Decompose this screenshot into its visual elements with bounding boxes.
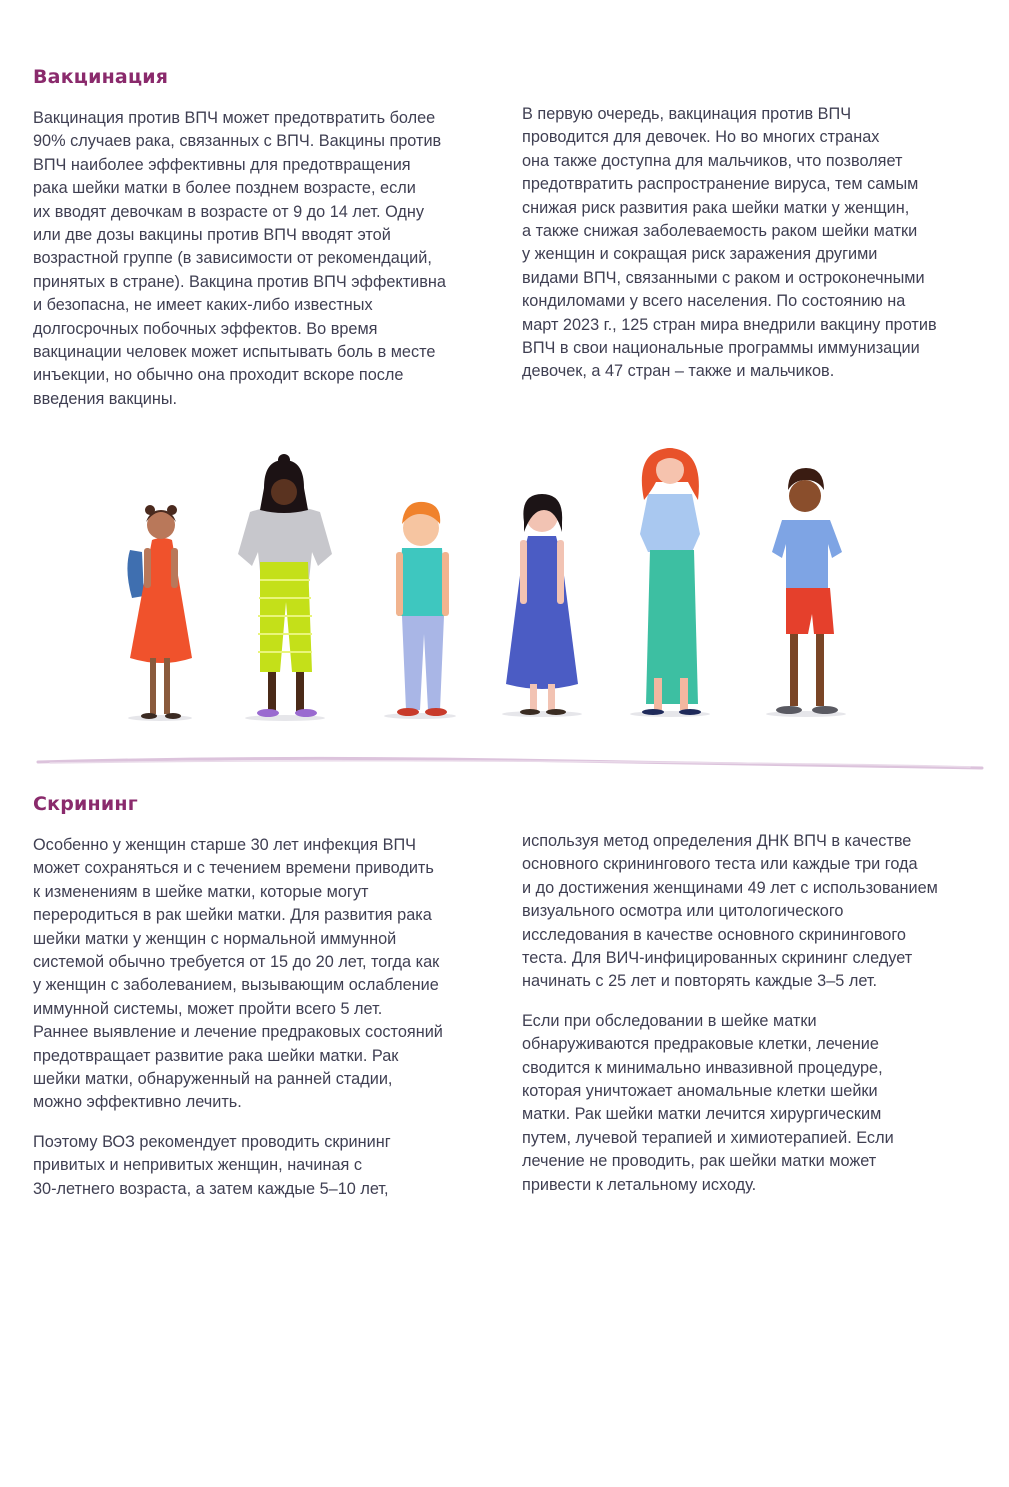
boy-teal-shirt-figure bbox=[384, 502, 456, 719]
text-line: ВПЧ в свои национальные программы иммунизации bbox=[522, 339, 920, 358]
screening-right-paragraph-1 bbox=[522, 830, 992, 994]
text-line: и до достижения женщинами 49 лет с использованием bbox=[522, 878, 938, 897]
text-line: Вакцинация против ВПЧ может предотвратить более bbox=[33, 109, 436, 127]
screening-right-column bbox=[522, 830, 992, 1213]
vaccination-right-column bbox=[522, 103, 992, 400]
screening-left-column bbox=[33, 834, 495, 1217]
people-illustration bbox=[100, 440, 920, 730]
text-line: у женщин с заболеванием, вызывающим ослабление bbox=[33, 976, 439, 995]
text-line: иммунной системы, может пройти всего 5 лет. bbox=[33, 999, 383, 1018]
text-line: путем, лучевой терапией и химиотерапией. Если bbox=[522, 1128, 894, 1147]
screening-heading: Скрининг bbox=[33, 793, 138, 815]
boy-red-shorts-figure bbox=[766, 468, 846, 717]
text-line: используя метод определения ДНК ВПЧ в качестве bbox=[522, 832, 912, 850]
text-line: матки. Рак шейки матки лечится хирургическим bbox=[522, 1105, 882, 1124]
text-line: визуального осмотра или цитологического bbox=[522, 902, 844, 921]
text-line: предотвращает развитие рака шейки матки. Рак bbox=[33, 1046, 399, 1065]
text-line: привести к летальному исходу. bbox=[522, 1175, 757, 1194]
text-line: вакцинации человек может испытывать боль в месте bbox=[33, 343, 436, 362]
text-line: привитых и непривитых женщин, начиная с bbox=[33, 1156, 362, 1175]
text-line: рака шейки матки в более позднем возрасте, если bbox=[33, 179, 416, 198]
text-line: девочек, а 47 стран – также и мальчиков. bbox=[522, 362, 835, 381]
text-line: введения вакцины. bbox=[33, 389, 178, 408]
girl-with-backpack-figure bbox=[127, 505, 192, 721]
text-line: она также доступна для мальчиков, что позволяет bbox=[522, 151, 903, 170]
text-line: ВПЧ наиболее эффективны для предотвращения bbox=[33, 155, 411, 174]
text-line: может сохраняться и с течением времени приводить bbox=[33, 859, 434, 878]
text-line: шейки матки у женщин с нормальной иммунной bbox=[33, 929, 397, 948]
text-line: переродиться в рак шейки матки. Для развития рака bbox=[33, 906, 432, 925]
text-line: теста. Для ВИЧ-инфицированных скрининг следует bbox=[522, 949, 913, 968]
text-line: исследования в качестве основного скринингового bbox=[522, 925, 906, 944]
text-line: кондиломами у всего населения. По состоянию на bbox=[522, 292, 906, 311]
text-line: долгосрочных побочных эффектов. Во время bbox=[33, 319, 378, 338]
text-line: их вводят девочкам в возрасте от 9 до 14 лет. Одну bbox=[33, 202, 425, 221]
section-divider bbox=[30, 750, 990, 774]
text-line: а также снижая заболеваемость раком шейки матки bbox=[522, 222, 918, 241]
text-line: Поэтому ВОЗ рекомендует проводить скрининг bbox=[33, 1132, 391, 1151]
vaccination-heading: Вакцинация bbox=[33, 66, 169, 88]
vaccination-right-paragraph bbox=[522, 103, 992, 384]
text-line: инъекции, но обычно она проходит вскоре после bbox=[33, 366, 404, 385]
text-line: основного скринингового теста или каждые три года bbox=[522, 855, 918, 874]
text-line: Особенно у женщин старше 30 лет инфекция ВПЧ bbox=[33, 836, 417, 854]
text-line: возрастной группе (в зависимости от рекомендаций, bbox=[33, 249, 432, 268]
text-line: 30-летнего возраста, а затем каждые 5–10 лет, bbox=[33, 1179, 389, 1198]
text-line: предотвратить распространение вируса, тем самым bbox=[522, 175, 919, 194]
text-line: которая уничтожает аномальные клетки шейки bbox=[522, 1082, 878, 1101]
screening-left-paragraph-1 bbox=[33, 834, 495, 1115]
woman-red-hair-figure bbox=[630, 448, 710, 717]
woman-blue-dress-figure bbox=[502, 494, 582, 717]
text-line: видами ВПЧ, связанными с раком и остроконечными bbox=[522, 268, 925, 287]
text-line: лечение не проводить, рак шейки матки может bbox=[522, 1152, 877, 1171]
screening-right-paragraph-2 bbox=[522, 1010, 992, 1197]
text-line: проводится для девочек. Но во многих странах bbox=[522, 128, 880, 147]
text-line: или две дозы вакцины против ВПЧ вводят этой bbox=[33, 226, 391, 245]
text-line: шейки матки, обнаруженный на ранней стадии, bbox=[33, 1070, 393, 1089]
text-line: системой обычно требуется от 15 до 20 лет, тогда как bbox=[33, 953, 440, 972]
text-line: обнаруживаются предраковые клетки, лечение bbox=[522, 1035, 879, 1054]
text-line: начинать с 25 лет и повторять каждые 3–5 лет. bbox=[522, 972, 878, 991]
text-line: принятых в стране). Вакцина против ВПЧ эффективна bbox=[33, 272, 446, 291]
vaccination-left-column bbox=[33, 107, 495, 427]
text-line: Раннее выявление и лечение предраковых состояний bbox=[33, 1023, 443, 1042]
screening-left-paragraph-2 bbox=[33, 1131, 495, 1201]
text-line: и безопасна, не имеет каких-либо известных bbox=[33, 296, 373, 315]
vaccination-left-paragraph bbox=[33, 107, 495, 411]
text-line: В первую очередь, вакцинация против ВПЧ bbox=[522, 105, 852, 123]
text-line: можно эффективно лечить. bbox=[33, 1093, 242, 1112]
text-line: Если при обследовании в шейке матки bbox=[522, 1011, 817, 1030]
text-line: к изменениям в шейке матки, которые могут bbox=[33, 882, 369, 901]
text-line: снижая риск развития рака шейки матки у женщин, bbox=[522, 198, 910, 217]
text-line: сводится к минимально инвазивной процедуре, bbox=[522, 1058, 883, 1077]
text-line: март 2023 г., 125 стран мира внедрили вакцину против bbox=[522, 315, 937, 334]
text-line: 90% случаев рака, связанных с ВПЧ. Вакцины против bbox=[33, 132, 442, 151]
woman-hands-on-hips-figure bbox=[238, 454, 332, 721]
text-line: у женщин и сокращая риск заражения другими bbox=[522, 245, 878, 264]
